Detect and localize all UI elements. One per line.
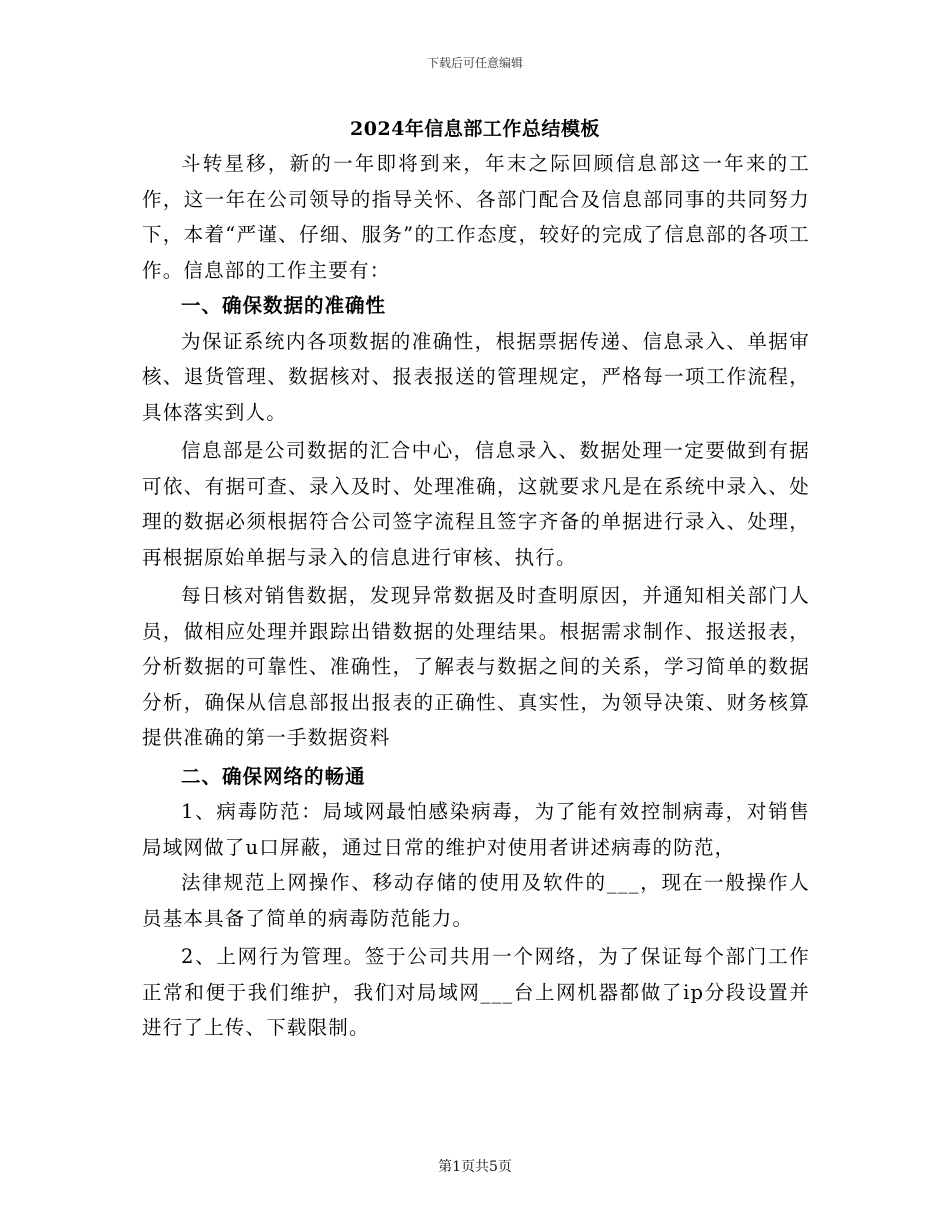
document-body [142, 146, 810, 1046]
section1-paragraph-3: 每日核对销售数据，发现异常数据及时查明原因，并通知相关部门人员，做相应处理并跟踪出错数据的处理结果。根据需求制作、报送报表，分析数据的可靠性、准确性，了解表与数据之间的关系，学习简单的数据分析，确保从信息部报出报表的正确性、真实性，为领导决策、财务核算提供准确的第一手数据资料 [142, 584, 810, 749]
header-note: 下载后可任意编辑 [426, 56, 523, 70]
section2-paragraph-1: 1、病毒防范：局域网最怕感染病毒，为了能有效控制病毒，对销售局域网做了u口屏蔽，通过日常的维护对使用者讲述病毒的防范， [142, 800, 810, 859]
document-title: 2024年信息部工作总结模板 [350, 118, 600, 140]
section-heading-1: 一、确保数据的准确性 [181, 294, 387, 317]
section2-paragraph-2: 法律规范上网操作、移动存储的使用及软件的___，现在一般操作人员基本具备了简单的病毒防范能力。 [142, 871, 810, 930]
page-footer: 第1页共5页 [438, 1159, 512, 1175]
section1-paragraph-2: 信息部是公司数据的汇合中心，信息录入、数据处理一定要做到有据可依、有据可查、录入及时、处理准确，这就要求凡是在系统中录入、处理的数据必须根据符合公司签字流程且签字齐备的单据进行录入、处理，再根据原始单据与录入的信息进行审核、执行。 [142, 439, 810, 569]
section2-paragraph-3: 2、上网行为管理。签于公司共用一个网络，为了保证每个部门工作正常和便于我们维护，我们对局域网___台上网机器都做了ip分段设置并进行了上传、下载限制。 [142, 945, 810, 1039]
intro-paragraph: 斗转星移，新的一年即将到来，年末之际回顾信息部这一年来的工作，这一年在公司领导的指导关怀、各部门配合及信息部同事的共同努力下，本着“严谨、仔细、服务”的工作态度，较好的完成了信息部的各项工作。信息部的工作主要有： [142, 152, 810, 282]
section1-paragraph-1: 为保证系统内各项数据的准确性，根据票据传递、信息录入、单据审核、退货管理、数据核对、报表报送的管理规定，严格每一项工作流程，具体落实到人。 [142, 329, 810, 424]
section-heading-2: 二、确保网络的畅通 [181, 764, 366, 788]
